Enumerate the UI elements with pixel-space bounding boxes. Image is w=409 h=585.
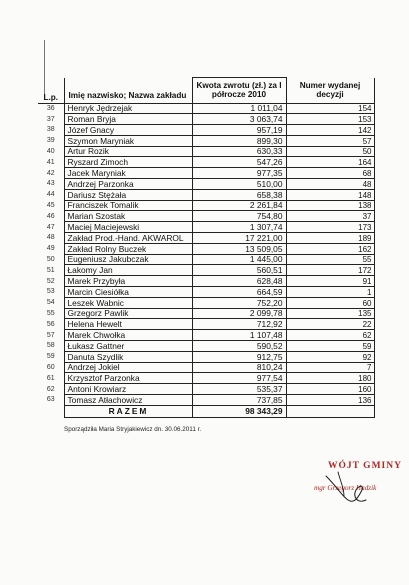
row-amount: 754,80: [192, 211, 286, 222]
row-lp: 57: [46, 331, 55, 339]
row-name: Łakomy Jan: [64, 265, 192, 276]
row-name: Helena Hewelt: [64, 319, 192, 330]
table-row: [38, 200, 374, 211]
table-row: [38, 243, 374, 254]
row-lp: 59: [46, 353, 55, 361]
row-name: Marek Przybyła: [64, 276, 192, 287]
row-decision: 92: [286, 351, 374, 362]
header-name: Imię nazwisko; Nazwa zakładu: [64, 78, 192, 104]
row-decision: 172: [286, 265, 374, 276]
table-row: [38, 189, 374, 200]
table-row: [38, 125, 374, 136]
row-decision: 1: [286, 287, 374, 298]
total-decision-cell: [286, 405, 374, 417]
row-amount: 2 099,78: [192, 308, 286, 319]
row-amount: 957,19: [192, 125, 286, 136]
row-lp: 56: [46, 320, 55, 328]
row-decision: 138: [286, 200, 374, 211]
row-name: Eugeniusz Jakubczak: [64, 254, 192, 265]
row-lp: 42: [46, 169, 55, 177]
row-decision: 189: [286, 233, 374, 244]
row-name: Franciszek Tomalik: [64, 200, 192, 211]
row-amount: 510,00: [192, 179, 286, 190]
header-decision: Numer wydanej decyzji: [286, 78, 374, 104]
row-amount: 1 011,04: [192, 103, 286, 114]
row-name: Ryszard Zimoch: [64, 157, 192, 168]
row-amount: 2 261,84: [192, 200, 286, 211]
table-row: [38, 384, 374, 395]
table-row: [38, 351, 374, 362]
row-amount: 977,35: [192, 168, 286, 179]
row-amount: 3 063,74: [192, 114, 286, 125]
table-row: [38, 168, 374, 179]
row-amount: 977,54: [192, 373, 286, 384]
table-row: [38, 330, 374, 341]
total-lp-cell: [38, 405, 64, 417]
table-row: [38, 135, 374, 146]
row-name: Józef Gnacy: [64, 125, 192, 136]
row-decision: 55: [286, 254, 374, 265]
row-amount: 899,30: [192, 135, 286, 146]
row-decision: 62: [286, 330, 374, 341]
table-row: [38, 341, 374, 352]
row-name: Jacek Maryniak: [64, 168, 192, 179]
row-decision: 180: [286, 373, 374, 384]
row-name: Henryk Jędrzejak: [64, 103, 192, 114]
table-row: [38, 297, 374, 308]
total-amount: 98 343,29: [192, 405, 286, 417]
row-name: Marian Szostak: [64, 211, 192, 222]
row-name: Krzysztof Parzonka: [64, 373, 192, 384]
row-name: Łukasz Gattner: [64, 341, 192, 352]
row-lp: 49: [46, 245, 55, 253]
row-decision: 160: [286, 384, 374, 395]
header-amount: Kwota zwrotu (zł.) za I półrocze 2010: [192, 78, 286, 104]
row-decision: 135: [286, 308, 374, 319]
row-lp: 44: [46, 191, 55, 199]
row-name: Grzegorz Pawlik: [64, 308, 192, 319]
row-name: Maciej Maciejewski: [64, 222, 192, 233]
row-amount: 547,26: [192, 157, 286, 168]
row-amount: 560,51: [192, 265, 286, 276]
row-amount: 628,48: [192, 276, 286, 287]
table-row: [38, 233, 374, 244]
row-lp: 46: [46, 212, 55, 220]
total-label: RAZEM: [64, 405, 192, 417]
table-row: [38, 211, 374, 222]
refund-table: [38, 77, 375, 418]
row-decision: 37: [286, 211, 374, 222]
row-decision: 59: [286, 341, 374, 352]
row-lp: 43: [46, 180, 55, 188]
table-row: [38, 254, 374, 265]
row-decision: 57: [286, 135, 374, 146]
row-lp: 62: [46, 385, 55, 393]
table-body: [38, 103, 374, 405]
table-row: [38, 287, 374, 298]
row-lp: 40: [46, 148, 55, 156]
row-lp: 61: [46, 374, 55, 382]
row-name: Antoni Krowiarz: [64, 384, 192, 395]
row-amount: 737,85: [192, 395, 286, 406]
row-amount: 712,92: [192, 319, 286, 330]
row-amount: 1 445,00: [192, 254, 286, 265]
table-row: [38, 179, 374, 190]
row-lp: 52: [46, 277, 55, 285]
row-amount: 17 221,00: [192, 233, 286, 244]
row-decision: 164: [286, 157, 374, 168]
row-name: Zakład Prod.-Hand. AKWAROL: [64, 233, 192, 244]
row-decision: 7: [286, 362, 374, 373]
table-row: [38, 319, 374, 330]
row-decision: 48: [286, 179, 374, 190]
table-row: [38, 373, 374, 384]
table-row: [38, 395, 374, 406]
stamp-name: mgr Grzegorz Hadzik: [314, 484, 377, 492]
row-amount: 912,75: [192, 351, 286, 362]
stamp-title: WÓJT GMINY: [328, 461, 402, 471]
table-header-row: [38, 78, 374, 104]
row-decision: 60: [286, 297, 374, 308]
row-name: Zakład Rolny Buczek: [64, 243, 192, 254]
row-decision: 173: [286, 222, 374, 233]
row-amount: 658,38: [192, 189, 286, 200]
row-name: Danuta Szydlik: [64, 351, 192, 362]
row-name: Roman Bryja: [64, 114, 192, 125]
row-name: Andrzej Jokiel: [64, 362, 192, 373]
table-row: [38, 114, 374, 125]
row-amount: 590,52: [192, 341, 286, 352]
row-name: Dariusz Stężała: [64, 189, 192, 200]
handwritten-signature: [318, 470, 388, 515]
row-amount: 535,37: [192, 384, 286, 395]
row-lp: 55: [46, 310, 55, 318]
row-decision: 136: [286, 395, 374, 406]
table-row: [38, 222, 374, 233]
row-amount: 13 509,05: [192, 243, 286, 254]
row-decision: 50: [286, 146, 374, 157]
row-lp: 47: [46, 223, 55, 231]
row-lp: 45: [46, 202, 55, 210]
header-lp: L.p.: [38, 78, 64, 104]
table-row: [38, 362, 374, 373]
table-row: [38, 157, 374, 168]
refund-table-container: [38, 77, 374, 418]
row-lp: 50: [46, 256, 55, 264]
table-row: [38, 103, 374, 114]
row-name: Tomasz Atłachowicz: [64, 395, 192, 406]
row-decision: 162: [286, 243, 374, 254]
row-name: Leszek Wabnic: [64, 297, 192, 308]
row-lp: 48: [46, 234, 55, 242]
row-decision: 148: [286, 189, 374, 200]
row-lp: 41: [46, 158, 55, 166]
prepared-by-note: Sporządziła Maria Stryjakiewicz dn. 30.06.2011 r.: [64, 426, 202, 433]
row-decision: 153: [286, 114, 374, 125]
row-name: Szymon Maryniak: [64, 135, 192, 146]
row-decision: 68: [286, 168, 374, 179]
row-lp: 54: [46, 299, 55, 307]
row-lp: 39: [46, 137, 55, 145]
row-amount: 1 307,74: [192, 222, 286, 233]
row-lp: 36: [46, 105, 55, 113]
row-lp: 37: [46, 115, 55, 123]
row-lp: 60: [46, 364, 55, 372]
row-amount: 630,33: [192, 146, 286, 157]
total-row: [38, 405, 374, 417]
row-decision: 154: [286, 103, 374, 114]
row-amount: 1 107,48: [192, 330, 286, 341]
row-name: Artur Rozik: [64, 146, 192, 157]
row-lp: 53: [46, 288, 55, 296]
row-lp: 51: [46, 266, 55, 274]
row-amount: 810,24: [192, 362, 286, 373]
row-name: Marek Chwołka: [64, 330, 192, 341]
table-row: [38, 308, 374, 319]
row-decision: 22: [286, 319, 374, 330]
row-amount: 664,59: [192, 287, 286, 298]
row-amount: 752,20: [192, 297, 286, 308]
table-row: [38, 276, 374, 287]
row-decision: 142: [286, 125, 374, 136]
row-lp: 38: [46, 126, 55, 134]
row-lp: 63: [46, 396, 55, 404]
row-lp: 58: [46, 342, 55, 350]
row-name: Marcin Ciesiółka: [64, 287, 192, 298]
table-row: [38, 146, 374, 157]
row-name: Andrzej Parzonka: [64, 179, 192, 190]
table-row: [38, 265, 374, 276]
row-decision: 91: [286, 276, 374, 287]
